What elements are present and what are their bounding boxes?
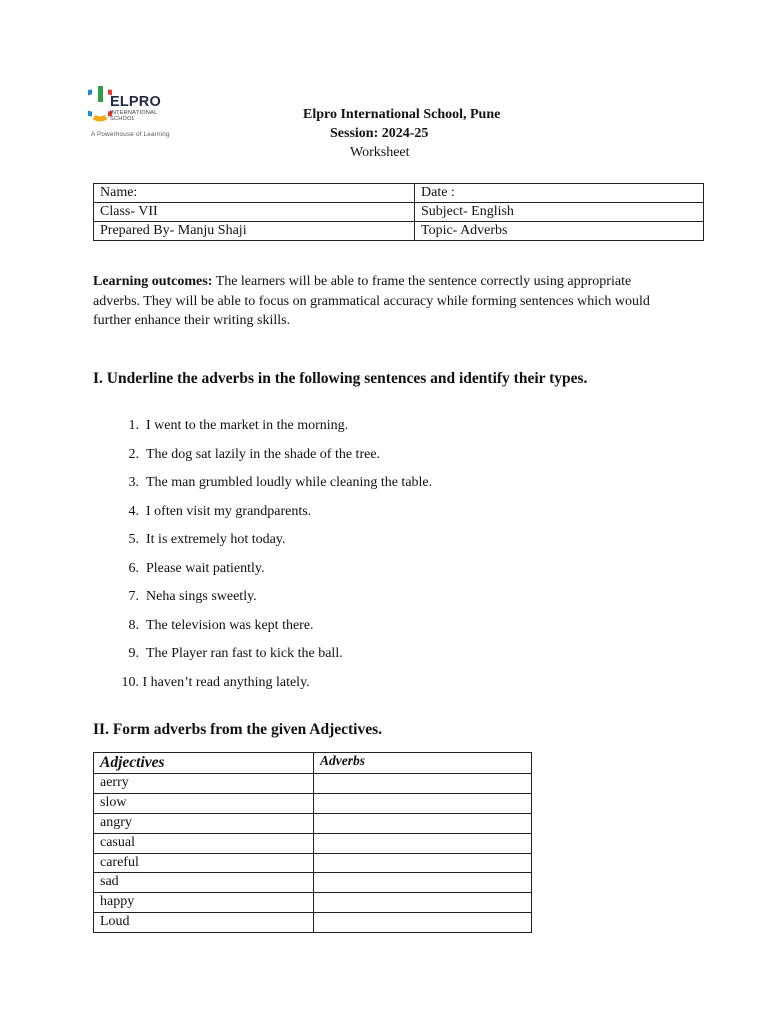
question-list (93, 416, 432, 701)
learning-outcomes-label: Learning outcomes: (93, 274, 213, 289)
table-row (94, 893, 532, 913)
learning-outcomes (93, 272, 653, 331)
adjective-cell: casual (94, 833, 314, 853)
section-2-title: II. Form adverbs from the given Adjectives. (93, 721, 383, 738)
question-text: Please wait patiently. (146, 560, 265, 576)
adverb-answer-cell[interactable] (314, 913, 532, 933)
question-text: The Player ran fast to kick the ball. (146, 646, 343, 662)
adjective-cell: careful (94, 853, 314, 873)
table-row (94, 833, 532, 853)
adjective-cell: Loud (94, 913, 314, 933)
adverb-answer-cell[interactable] (314, 893, 532, 913)
question-text: The television was kept there. (146, 617, 314, 633)
session-line: Session: 2024-25 (330, 126, 429, 141)
list-item (93, 416, 432, 445)
question-text: The man grumbled loudly while cleaning the table. (146, 475, 433, 491)
adjectives-header: Adjectives (94, 753, 314, 774)
question-number: 5. (128, 532, 139, 548)
adverbs-header: Adverbs (314, 753, 532, 774)
logo-sub-text: INTERNATIONAL SCHOOL (110, 110, 158, 122)
power-logo-icon (88, 84, 112, 124)
learning-outcomes-text: The learners will be able to frame the sentence correctly using appropriate adverbs. They will be able to focus on grammatical accuracy while forming sentences which would further enhance their writing skills. (93, 274, 650, 328)
adverb-answer-cell[interactable] (314, 873, 532, 893)
question-number: 2. (128, 446, 139, 462)
prepared-by-cell: Prepared By- Manju Shaji (94, 222, 415, 241)
school-name: Elpro International School, Pune (303, 107, 501, 122)
adjectives-table (93, 752, 532, 933)
question-number: 7. (128, 589, 139, 605)
list-item (93, 673, 432, 702)
adjective-cell: angry (94, 813, 314, 833)
table-row (94, 184, 704, 203)
school-logo (88, 84, 198, 142)
section-1-title: I. Underline the adverbs in the following sentences and identify their types. (93, 370, 588, 387)
question-text: Neha sings sweetly. (146, 589, 257, 605)
question-number: 6. (128, 560, 139, 576)
document-type: Worksheet (350, 145, 410, 160)
list-item (93, 644, 432, 673)
table-row (94, 813, 532, 833)
adverb-answer-cell[interactable] (314, 774, 532, 794)
question-text: I haven’t read anything lately. (142, 674, 310, 690)
class-cell: Class- VII (94, 203, 415, 222)
topic-cell: Topic- Adverbs (415, 222, 704, 241)
question-text: The dog sat lazily in the shade of the tree. (146, 446, 381, 462)
table-row (94, 913, 532, 933)
question-number: 1. (128, 418, 139, 433)
adjective-cell: aerry (94, 774, 314, 794)
subject-cell: Subject- English (415, 203, 704, 222)
date-cell: Date : (415, 184, 704, 203)
question-text: I went to the market in the morning. (146, 418, 349, 433)
list-item (93, 473, 432, 502)
table-row (94, 774, 532, 794)
table-row (94, 222, 704, 241)
question-number: 4. (128, 503, 139, 519)
logo-tagline: A Powerhouse of Learning (91, 131, 170, 138)
question-number: 8. (128, 617, 139, 633)
list-item (93, 530, 432, 559)
question-text: I often visit my grandparents. (146, 503, 312, 519)
question-number: 9. (128, 646, 139, 662)
list-item (93, 502, 432, 531)
adverb-answer-cell[interactable] (314, 793, 532, 813)
question-number: 3. (128, 475, 139, 491)
list-item (93, 587, 432, 616)
list-item (93, 616, 432, 645)
question-number: 10. (121, 674, 139, 690)
adjective-cell: happy (94, 893, 314, 913)
info-table (93, 183, 704, 241)
question-text: It is extremely hot today. (146, 532, 286, 548)
logo-brand-text: ELPRO (110, 94, 161, 110)
adverb-answer-cell[interactable] (314, 853, 532, 873)
adjective-cell: sad (94, 873, 314, 893)
table-row (94, 853, 532, 873)
table-header-row (94, 753, 532, 774)
list-item (93, 559, 432, 588)
table-row (94, 203, 704, 222)
adverb-answer-cell[interactable] (314, 833, 532, 853)
name-cell: Name: (94, 184, 415, 203)
list-item (93, 445, 432, 474)
adverb-answer-cell[interactable] (314, 813, 532, 833)
table-row (94, 793, 532, 813)
table-row (94, 873, 532, 893)
adjective-cell: slow (94, 793, 314, 813)
